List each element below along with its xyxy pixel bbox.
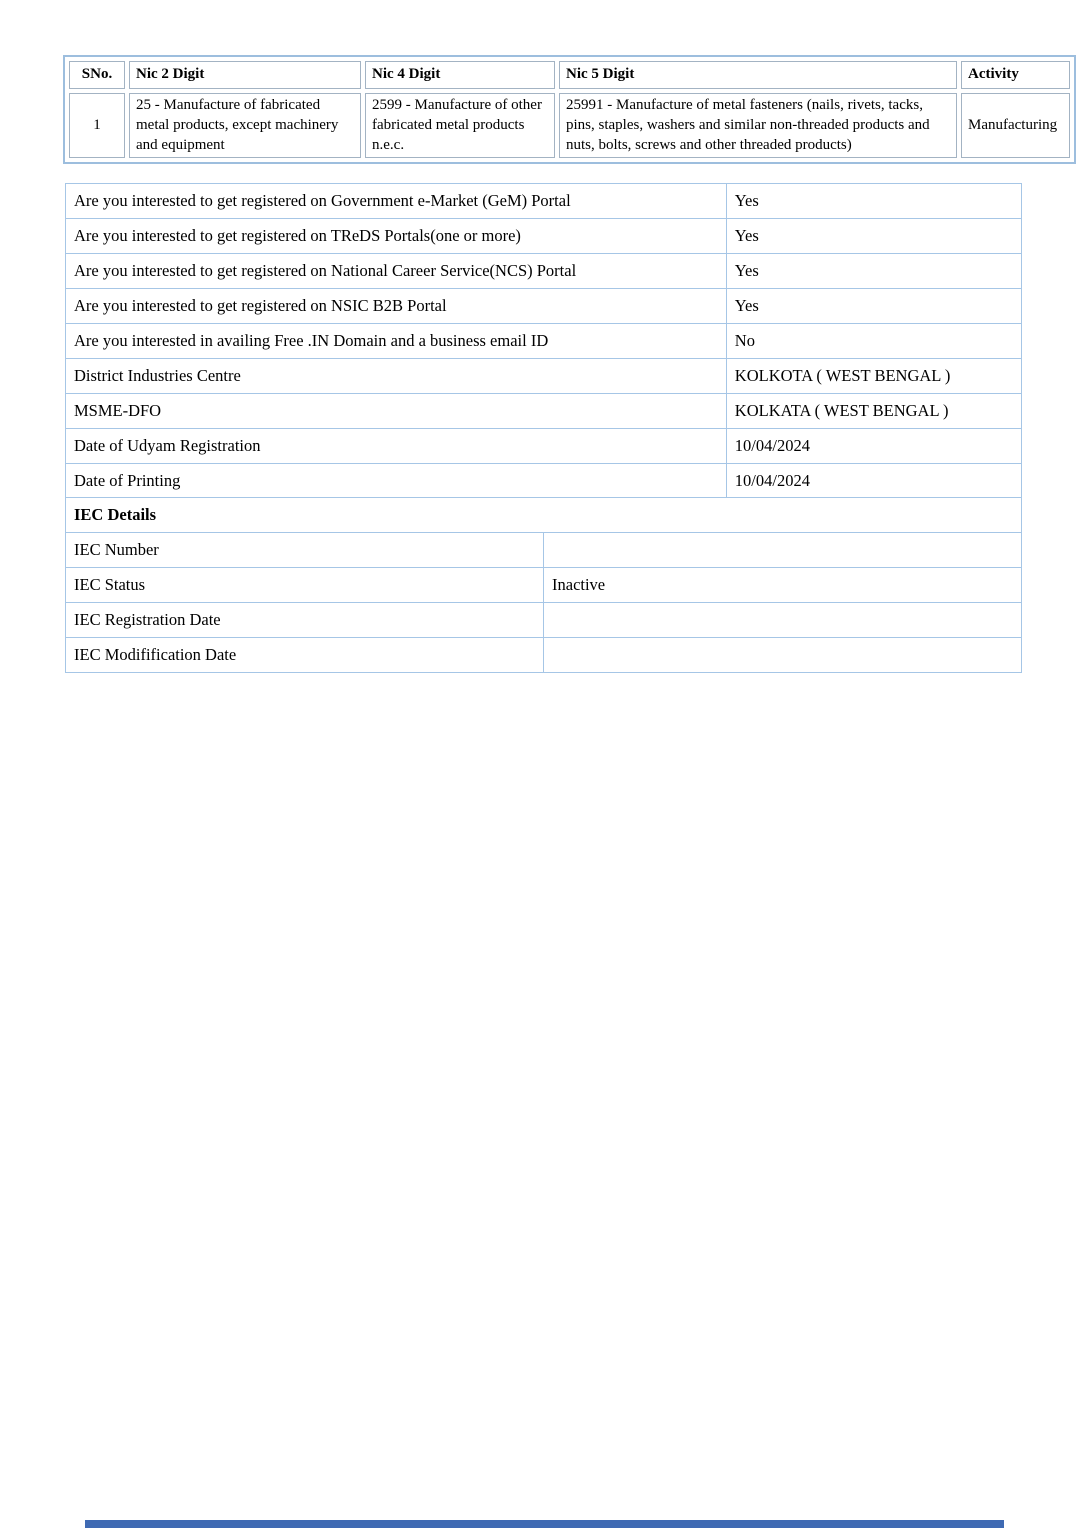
nic-header-activity: Activity: [961, 61, 1070, 89]
nic-cell-2digit: 25 - Manufacture of fabricated metal products, except machinery and equipment: [129, 93, 361, 158]
table-row: [66, 289, 1022, 324]
row-value: Yes: [726, 184, 1021, 219]
table-row: [66, 184, 1022, 219]
row-label: Are you interested to get registered on NSIC B2B Portal: [66, 289, 727, 324]
row-value: Yes: [726, 254, 1021, 289]
nic-header-5digit: Nic 5 Digit: [559, 61, 957, 89]
table-row: [66, 219, 1022, 254]
nic-codes-table: [63, 55, 1076, 164]
table-row: [66, 394, 1022, 429]
row-label: Are you interested to get registered on National Career Service(NCS) Portal: [66, 254, 727, 289]
table-row: [66, 324, 1022, 359]
row-value: Yes: [726, 289, 1021, 324]
nic-header-sno: SNo.: [69, 61, 125, 89]
nic-cell-activity: Manufacturing: [961, 93, 1070, 158]
table-row: [66, 603, 1022, 638]
row-value: 10/04/2024: [726, 429, 1021, 464]
row-label: Date of Udyam Registration: [66, 429, 727, 464]
row-value: [544, 603, 1022, 638]
row-value: KOLKATA ( WEST BENGAL ): [726, 394, 1021, 429]
row-label: IEC Status: [66, 568, 544, 603]
iec-title-row: [66, 498, 1022, 533]
row-value: KOLKOTA ( WEST BENGAL ): [726, 359, 1021, 394]
row-value: Yes: [726, 219, 1021, 254]
nic-header-4digit: Nic 4 Digit: [365, 61, 555, 89]
registration-details-table: [65, 183, 1022, 499]
row-value: [544, 638, 1022, 673]
row-label: Are you interested in availing Free .IN Domain and a business email ID: [66, 324, 727, 359]
table-row: [66, 638, 1022, 673]
row-label: IEC Number: [66, 533, 544, 568]
row-value: No: [726, 324, 1021, 359]
nic-cell-5digit: 25991 - Manufacture of metal fasteners (nails, rivets, tacks, pins, staples, washers and similar non-threaded products and nuts, bolts, screws and other threaded products): [559, 93, 957, 158]
row-label: Are you interested to get registered on TReDS Portals(one or more): [66, 219, 727, 254]
row-label: IEC Registration Date: [66, 603, 544, 638]
table-row: [66, 359, 1022, 394]
iec-table-title: IEC Details: [66, 498, 1022, 533]
iec-details-table: [65, 497, 1022, 673]
nic-cell-sno: 1: [69, 93, 125, 158]
row-value: Inactive: [544, 568, 1022, 603]
table-row: [66, 533, 1022, 568]
nic-cell-4digit: 2599 - Manufacture of other fabricated metal products n.e.c.: [365, 93, 555, 158]
nic-table-header-row: [69, 61, 1070, 89]
table-row: [66, 429, 1022, 464]
page-footer-bar: [85, 1520, 1004, 1528]
row-label: IEC Modifification Date: [66, 638, 544, 673]
row-label: District Industries Centre: [66, 359, 727, 394]
table-row: [66, 464, 1022, 499]
nic-table-data-row: [69, 93, 1070, 158]
row-value: [544, 533, 1022, 568]
table-row: [66, 254, 1022, 289]
row-value: 10/04/2024: [726, 464, 1021, 499]
table-row: [66, 568, 1022, 603]
row-label: Are you interested to get registered on Government e-Market (GeM) Portal: [66, 184, 727, 219]
row-label: MSME-DFO: [66, 394, 727, 429]
nic-header-2digit: Nic 2 Digit: [129, 61, 361, 89]
row-label: Date of Printing: [66, 464, 727, 499]
